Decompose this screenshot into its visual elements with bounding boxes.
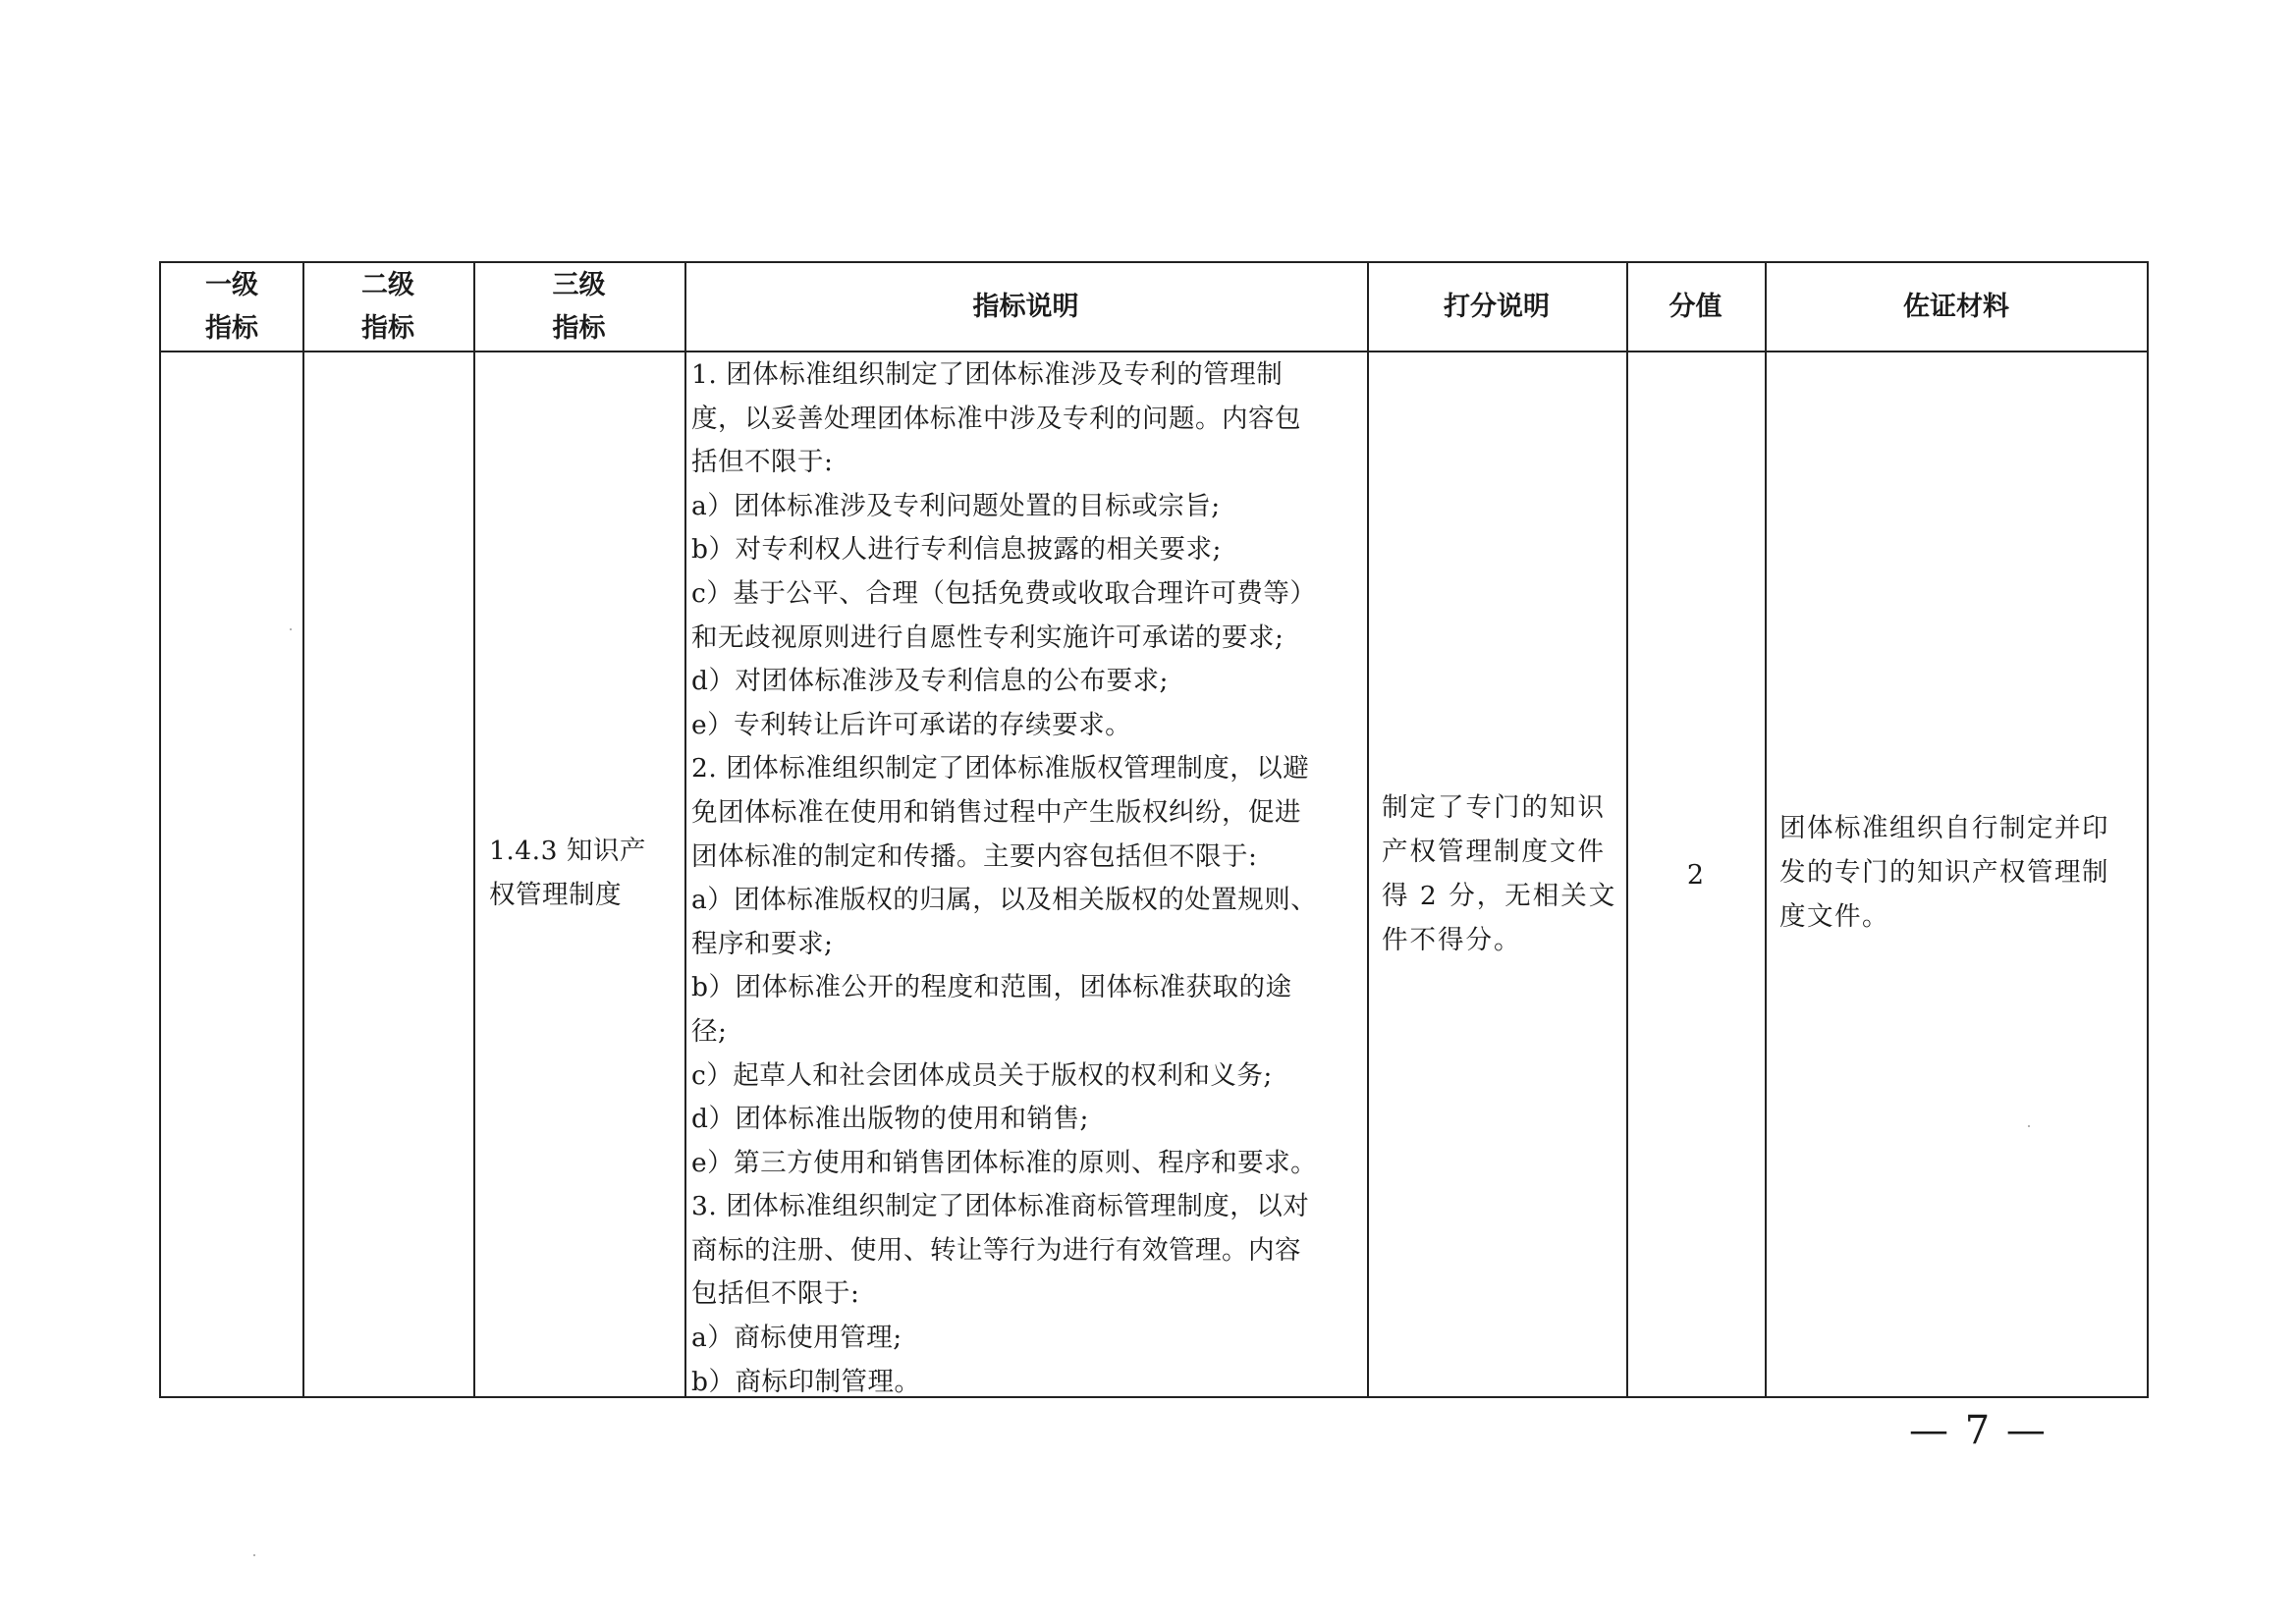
evidence-line: 度文件。	[1779, 901, 1889, 932]
column-divider	[684, 263, 686, 1396]
header-level2	[302, 263, 473, 351]
header-level3-line1: 三级	[552, 269, 606, 300]
header-level1-line1: 一级	[205, 269, 258, 300]
description-line: 免团体标准在使用和销售过程中产生版权纠纷，促进	[691, 796, 1301, 828]
description-line: 商标的注册、使用、转让等行为进行有效管理。内容	[691, 1234, 1301, 1266]
description-line: b）团体标准公开的程度和范围，团体标准获取的途	[691, 972, 1292, 1003]
description-line: c）起草人和社会团体成员关于版权的权利和义务;	[691, 1059, 1273, 1091]
evidence-line: 团体标准组织自行制定并印	[1779, 813, 2109, 843]
description-line: 度，以妥善处理团体标准中涉及专利的问题。内容包	[691, 403, 1301, 434]
description-line: a）团体标准涉及专利问题处置的目标或宗旨;	[691, 490, 1221, 521]
level3-line: 权管理制度	[489, 880, 622, 910]
level3-cell	[489, 829, 681, 917]
header-level3-line2: 指标	[552, 312, 606, 344]
scoring-line: 产权管理制度文件	[1382, 837, 1606, 867]
header-level2-line1: 二级	[361, 269, 414, 300]
scoring-line: 制定了专门的知识	[1382, 792, 1606, 823]
description-line: d）团体标准出版物的使用和销售;	[691, 1104, 1089, 1135]
description-line: 包括但不限于:	[691, 1278, 860, 1310]
description-line: 1. 团体标准组织制定了团体标准涉及专利的管理制	[691, 359, 1284, 390]
evidence-line: 发的专门的知识产权管理制	[1779, 857, 2109, 888]
header-scoring: 打分说明	[1444, 291, 1550, 322]
column-divider	[302, 263, 304, 1396]
description-line: 团体标准的制定和传播。主要内容包括但不限于:	[691, 840, 1258, 872]
description-line: 程序和要求;	[691, 928, 834, 959]
column-divider	[473, 263, 475, 1396]
scan-speck	[290, 628, 292, 630]
description-line: d）对团体标准涉及专利信息的公布要求;	[691, 666, 1169, 697]
description-cell	[691, 353, 1369, 1404]
scoring-line: 件不得分。	[1382, 925, 1522, 955]
level3-line: 1.4.3 知识产	[489, 836, 646, 866]
column-divider	[1765, 263, 1767, 1396]
header-level2-line2: 指标	[361, 312, 414, 344]
description-line: b）商标印制管理。	[691, 1366, 921, 1397]
description-line: a）团体标准版权的归属，以及相关版权的处置规则、	[691, 885, 1318, 916]
description-line: c）基于公平、合理（包括免费或收取合理许可费等）	[691, 577, 1317, 609]
description-line: 括但不限于:	[691, 447, 834, 478]
scoring-line: 得 2 分，无相关文	[1382, 881, 1617, 911]
description-line: 径;	[691, 1015, 728, 1047]
evidence-cell	[1779, 806, 2143, 939]
header-description: 指标说明	[972, 291, 1079, 322]
scan-speck	[253, 1554, 255, 1556]
description-line: 和无歧视原则进行自愿性专利实施许可承诺的要求;	[691, 622, 1285, 653]
header-level1	[161, 263, 302, 351]
header-score: 分值	[1668, 291, 1722, 322]
description-line: b）对专利权人进行专利信息披露的相关要求;	[691, 534, 1222, 566]
score-value: 2	[1686, 860, 1705, 891]
description-line: e）第三方使用和销售团体标准的原则、程序和要求。	[691, 1147, 1318, 1178]
header-divider	[161, 351, 2147, 352]
description-line: e）专利转让后许可承诺的存续要求。	[691, 709, 1132, 740]
header-level1-line2: 指标	[205, 312, 258, 344]
page-number: — 7 —	[1909, 1408, 2048, 1453]
header-level3	[473, 263, 684, 351]
description-line: 2. 团体标准组织制定了团体标准版权管理制度，以避	[691, 753, 1310, 784]
description-line: a）商标使用管理;	[691, 1323, 902, 1354]
scoring-cell	[1382, 785, 1622, 962]
index-table	[159, 261, 2149, 1398]
column-divider	[1626, 263, 1628, 1396]
description-line: 3. 团体标准组织制定了团体标准商标管理制度，以对	[691, 1191, 1310, 1222]
scan-speck	[2028, 1125, 2030, 1127]
header-evidence: 佐证材料	[1903, 291, 2009, 322]
